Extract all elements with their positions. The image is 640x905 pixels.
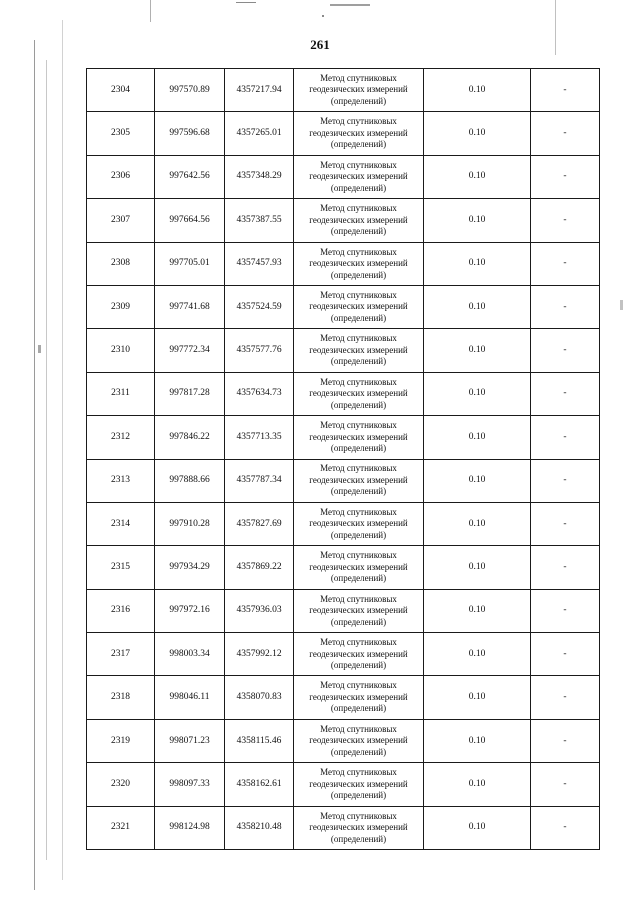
table-row	[87, 459, 600, 502]
point-number-cell: 2308	[87, 242, 155, 285]
y-coordinate-cell: 4357787.34	[225, 459, 294, 502]
table-row	[87, 69, 600, 112]
table-row	[87, 199, 600, 242]
precision-cell: 0.10	[424, 372, 531, 415]
scan-speck	[38, 345, 41, 353]
table-row	[87, 329, 600, 372]
coordinates-table	[86, 68, 600, 850]
note-cell: -	[531, 242, 600, 285]
scan-speck	[330, 4, 370, 6]
x-coordinate-cell: 997596.68	[155, 112, 225, 155]
table-row	[87, 416, 600, 459]
note-cell: -	[531, 633, 600, 676]
method-cell: Метод спутниковых геодезических измерений (определений)	[294, 502, 424, 545]
precision-cell: 0.10	[424, 285, 531, 328]
table-row	[87, 372, 600, 415]
point-number-cell: 2311	[87, 372, 155, 415]
note-cell: -	[531, 806, 600, 849]
x-coordinate-cell: 997817.28	[155, 372, 225, 415]
table-row	[87, 155, 600, 198]
x-coordinate-cell: 998097.33	[155, 763, 225, 806]
y-coordinate-cell: 4357634.73	[225, 372, 294, 415]
note-cell: -	[531, 372, 600, 415]
point-number-cell: 2321	[87, 806, 155, 849]
precision-cell: 0.10	[424, 416, 531, 459]
method-cell: Метод спутниковых геодезических измерений (определений)	[294, 155, 424, 198]
scan-speck	[620, 300, 623, 310]
y-coordinate-cell: 4357265.01	[225, 112, 294, 155]
table-row	[87, 719, 600, 762]
y-coordinate-cell: 4358070.83	[225, 676, 294, 719]
note-cell: -	[531, 329, 600, 372]
table-row	[87, 763, 600, 806]
y-coordinate-cell: 4357827.69	[225, 502, 294, 545]
point-number-cell: 2310	[87, 329, 155, 372]
x-coordinate-cell: 997846.22	[155, 416, 225, 459]
precision-cell: 0.10	[424, 155, 531, 198]
method-cell: Метод спутниковых геодезических измерений (определений)	[294, 719, 424, 762]
method-cell: Метод спутниковых геодезических измерений (определений)	[294, 69, 424, 112]
y-coordinate-cell: 4358210.48	[225, 806, 294, 849]
y-coordinate-cell: 4357524.59	[225, 285, 294, 328]
note-cell: -	[531, 676, 600, 719]
point-number-cell: 2305	[87, 112, 155, 155]
x-coordinate-cell: 997705.01	[155, 242, 225, 285]
y-coordinate-cell: 4357577.76	[225, 329, 294, 372]
table-row	[87, 676, 600, 719]
scan-speck	[322, 15, 324, 17]
point-number-cell: 2309	[87, 285, 155, 328]
y-coordinate-cell: 4358115.46	[225, 719, 294, 762]
scan-margin-line	[62, 20, 63, 880]
method-cell: Метод спутниковых геодезических измерений (определений)	[294, 372, 424, 415]
table-row	[87, 589, 600, 632]
method-cell: Метод спутниковых геодезических измерений (определений)	[294, 806, 424, 849]
scan-margin-line	[46, 60, 47, 860]
y-coordinate-cell: 4357992.12	[225, 633, 294, 676]
precision-cell: 0.10	[424, 763, 531, 806]
table-row	[87, 285, 600, 328]
y-coordinate-cell: 4357713.35	[225, 416, 294, 459]
precision-cell: 0.10	[424, 242, 531, 285]
method-cell: Метод спутниковых геодезических измерений (определений)	[294, 285, 424, 328]
x-coordinate-cell: 998071.23	[155, 719, 225, 762]
y-coordinate-cell: 4357869.22	[225, 546, 294, 589]
y-coordinate-cell: 4357936.03	[225, 589, 294, 632]
method-cell: Метод спутниковых геодезических измерений (определений)	[294, 112, 424, 155]
point-number-cell: 2315	[87, 546, 155, 589]
method-cell: Метод спутниковых геодезических измерений (определений)	[294, 589, 424, 632]
precision-cell: 0.10	[424, 329, 531, 372]
note-cell: -	[531, 502, 600, 545]
point-number-cell: 2320	[87, 763, 155, 806]
x-coordinate-cell: 997972.16	[155, 589, 225, 632]
point-number-cell: 2313	[87, 459, 155, 502]
table-row	[87, 112, 600, 155]
x-coordinate-cell: 997934.29	[155, 546, 225, 589]
x-coordinate-cell: 997741.68	[155, 285, 225, 328]
page-number: 261	[310, 37, 330, 52]
point-number-cell: 2317	[87, 633, 155, 676]
method-cell: Метод спутниковых геодезических измерений (определений)	[294, 329, 424, 372]
precision-cell: 0.10	[424, 633, 531, 676]
point-number-cell: 2306	[87, 155, 155, 198]
note-cell: -	[531, 546, 600, 589]
x-coordinate-cell: 997664.56	[155, 199, 225, 242]
x-coordinate-cell: 997888.66	[155, 459, 225, 502]
point-number-cell: 2307	[87, 199, 155, 242]
precision-cell: 0.10	[424, 676, 531, 719]
note-cell: -	[531, 763, 600, 806]
point-number-cell: 2304	[87, 69, 155, 112]
x-coordinate-cell: 997570.89	[155, 69, 225, 112]
y-coordinate-cell: 4357457.93	[225, 242, 294, 285]
precision-cell: 0.10	[424, 112, 531, 155]
x-coordinate-cell: 998124.98	[155, 806, 225, 849]
point-number-cell: 2319	[87, 719, 155, 762]
note-cell: -	[531, 459, 600, 502]
point-number-cell: 2314	[87, 502, 155, 545]
scan-speck	[236, 2, 256, 3]
y-coordinate-cell: 4358162.61	[225, 763, 294, 806]
point-number-cell: 2318	[87, 676, 155, 719]
y-coordinate-cell: 4357387.55	[225, 199, 294, 242]
note-cell: -	[531, 589, 600, 632]
note-cell: -	[531, 199, 600, 242]
precision-cell: 0.10	[424, 589, 531, 632]
method-cell: Метод спутниковых геодезических измерений (определений)	[294, 546, 424, 589]
method-cell: Метод спутниковых геодезических измерений (определений)	[294, 633, 424, 676]
note-cell: -	[531, 112, 600, 155]
table-row	[87, 546, 600, 589]
table-row	[87, 502, 600, 545]
x-coordinate-cell: 997910.28	[155, 502, 225, 545]
method-cell: Метод спутниковых геодезических измерений (определений)	[294, 676, 424, 719]
note-cell: -	[531, 155, 600, 198]
note-cell: -	[531, 69, 600, 112]
point-number-cell: 2312	[87, 416, 155, 459]
y-coordinate-cell: 4357348.29	[225, 155, 294, 198]
note-cell: -	[531, 416, 600, 459]
precision-cell: 0.10	[424, 199, 531, 242]
precision-cell: 0.10	[424, 806, 531, 849]
method-cell: Метод спутниковых геодезических измерений (определений)	[294, 416, 424, 459]
method-cell: Метод спутниковых геодезических измерений (определений)	[294, 459, 424, 502]
scan-margin-line	[34, 40, 35, 890]
method-cell: Метод спутниковых геодезических измерений (определений)	[294, 763, 424, 806]
method-cell: Метод спутниковых геодезических измерений (определений)	[294, 242, 424, 285]
table-row	[87, 242, 600, 285]
table-row	[87, 806, 600, 849]
scan-margin-line	[150, 0, 151, 22]
precision-cell: 0.10	[424, 502, 531, 545]
precision-cell: 0.10	[424, 459, 531, 502]
note-cell: -	[531, 719, 600, 762]
precision-cell: 0.10	[424, 719, 531, 762]
table-row	[87, 633, 600, 676]
x-coordinate-cell: 998003.34	[155, 633, 225, 676]
x-coordinate-cell: 997772.34	[155, 329, 225, 372]
precision-cell: 0.10	[424, 546, 531, 589]
x-coordinate-cell: 997642.56	[155, 155, 225, 198]
point-number-cell: 2316	[87, 589, 155, 632]
note-cell: -	[531, 285, 600, 328]
x-coordinate-cell: 998046.11	[155, 676, 225, 719]
precision-cell: 0.10	[424, 69, 531, 112]
y-coordinate-cell: 4357217.94	[225, 69, 294, 112]
method-cell: Метод спутниковых геодезических измерений (определений)	[294, 199, 424, 242]
